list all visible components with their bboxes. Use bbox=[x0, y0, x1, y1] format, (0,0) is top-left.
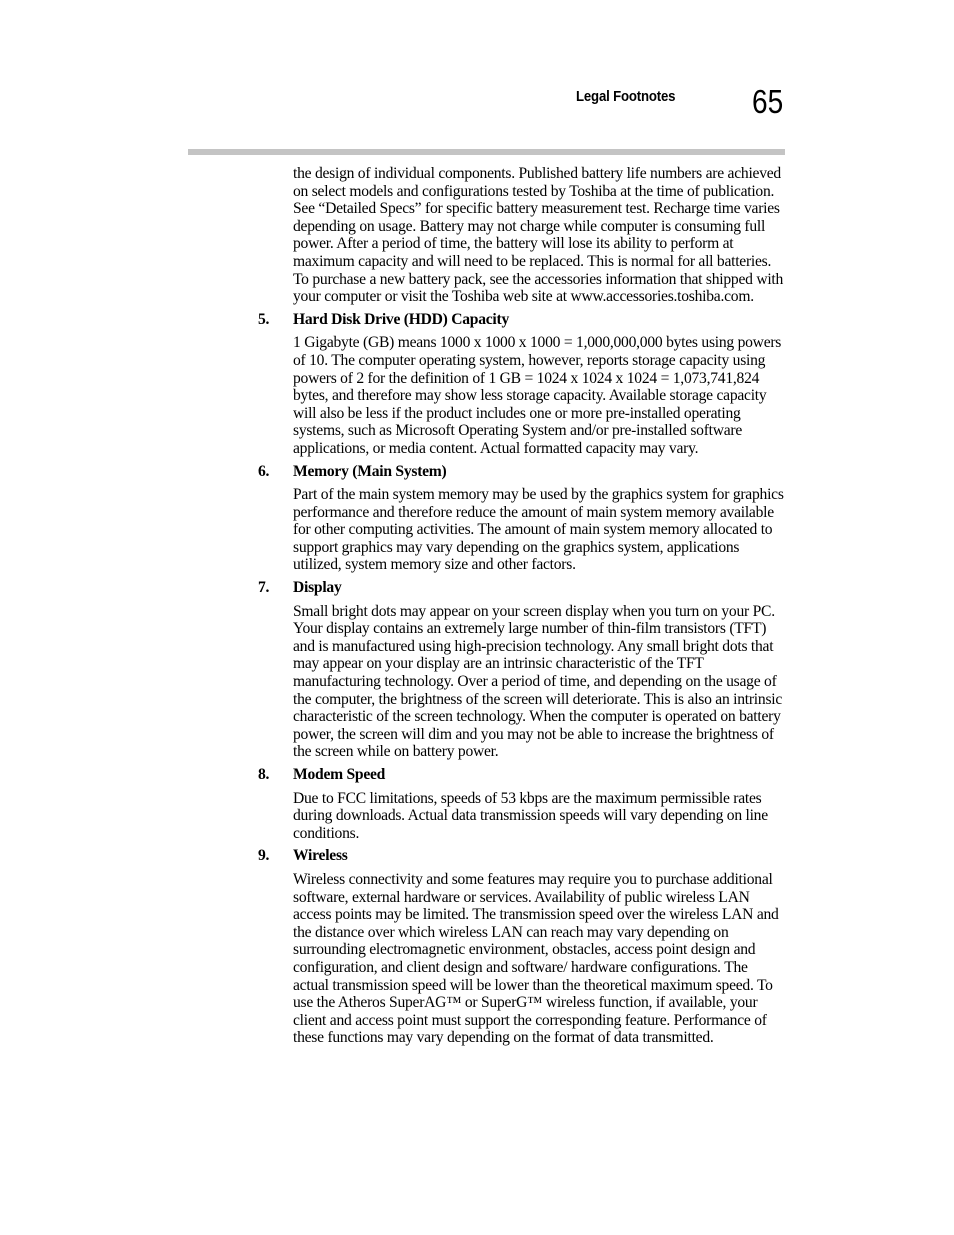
footnote-item-5 bbox=[258, 311, 786, 458]
footnote-body: 1 Gigabyte (GB) means 1000 x 1000 x 1000 = 1,000,000,000 bytes using powers of 10. The computer operating system, however, reports storage capacity using powers of 2 for the definition of 1 GB = 1024 x 1024 x 1024 = 1,073,741,824 bytes, and therefore may show less storage capacity. Available storage capacity will also be less if the product includes one or more pre-installed operating systems, such as Microsoft Operating System and/or pre-installed software applications, or media content. Actual formatted capacity may vary. bbox=[293, 334, 782, 457]
footnote-body: Due to FCC limitations, speeds of 53 kbps are the maximum permissible rates during downloads. Actual data transmission speeds will vary depending on line conditions. bbox=[293, 789, 768, 842]
footnote-item-6 bbox=[258, 463, 786, 575]
footnote-heading bbox=[258, 847, 786, 865]
footnote-item-9 bbox=[258, 847, 786, 1047]
footnote-title: Modem Speed bbox=[293, 766, 386, 783]
header-divider bbox=[188, 149, 785, 155]
footnote-body: Part of the main system memory may be used by the graphics system for graphics performance and therefore reduce the amount of main system memory available for other computing activities. The amount of main system memory allocated to support graphics may vary depending on the graphics system, applications utilized, system memory size and other factors. bbox=[293, 486, 784, 574]
footnote-number: 5. bbox=[258, 310, 270, 328]
footnote-item-7 bbox=[258, 579, 786, 761]
section-title: Legal Footnotes bbox=[576, 88, 676, 105]
footnote-heading bbox=[258, 463, 786, 481]
page-number: 65 bbox=[752, 83, 784, 120]
footnote-title: Display bbox=[293, 579, 342, 597]
footnote-body: Wireless connectivity and some features may require you to purchase additional software, external hardware or services. Availability of public wireless LAN access points may be limited. The transmission speed over the wireless LAN and the distance over which wireless LAN can reach may vary depending on surrounding electromagnetic environment, obstacles, access point design and configuration, and client design and software/ hardware configurations. The actual transmission speed will be lower than the theoretical maximum speed. To use the Atheros SuperAG™ or SuperG™ wireless function, if available, your client and access point must support the corresponding feature. Performance of these functions may vary depending on the format of data transmitted. bbox=[293, 870, 779, 1047]
footnote-number: 6. bbox=[258, 462, 270, 480]
intro-paragraph: the design of individual components. Published battery life numbers are achieved on select models and configurations tested by Toshiba at the time of publication. See “Detailed Specs” for specific battery measurement test. Recharge time varies depending on usage. Battery may not charge while computer is consuming full power. After a period of time, the battery will lose its ability to perform at maximum capacity and will need to be replaced. This is normal for all batteries. To purchase a new battery pack, see the accessories information that shipped with your computer or visit the Toshiba web site at www.accessories.toshiba.com. bbox=[293, 165, 784, 306]
footnote-number: 9. bbox=[258, 847, 270, 865]
footnote-item-8 bbox=[258, 766, 786, 842]
footnote-title: Memory (Main System) bbox=[293, 462, 447, 480]
footnote-number: 8. bbox=[258, 766, 270, 783]
footnotes-content bbox=[258, 165, 786, 1052]
footnote-title: Wireless bbox=[293, 847, 348, 865]
footnote-heading bbox=[258, 311, 786, 329]
footnote-number: 7. bbox=[258, 579, 270, 597]
footnote-heading bbox=[258, 579, 786, 597]
footnote-title: Hard Disk Drive (HDD) Capacity bbox=[293, 310, 509, 328]
footnote-heading bbox=[258, 766, 786, 784]
footnote-body: Small bright dots may appear on your screen display when you turn on your PC. Your display contains an extremely large number of thin-film transistors (TFT) and is manufactured using high-precision technology. Any small bright dots that may appear on your display are an intrinsic characteristic of the TFT manufacturing technology. Over a period of time, and depending on the usage of the computer, the brightness of the screen will deteriorate. This is also an intrinsic characteristic of the screen technology. When the computer is operated on battery power, the screen will dim and you may not be able to increase the brightness of the screen while on battery power. bbox=[293, 602, 783, 761]
